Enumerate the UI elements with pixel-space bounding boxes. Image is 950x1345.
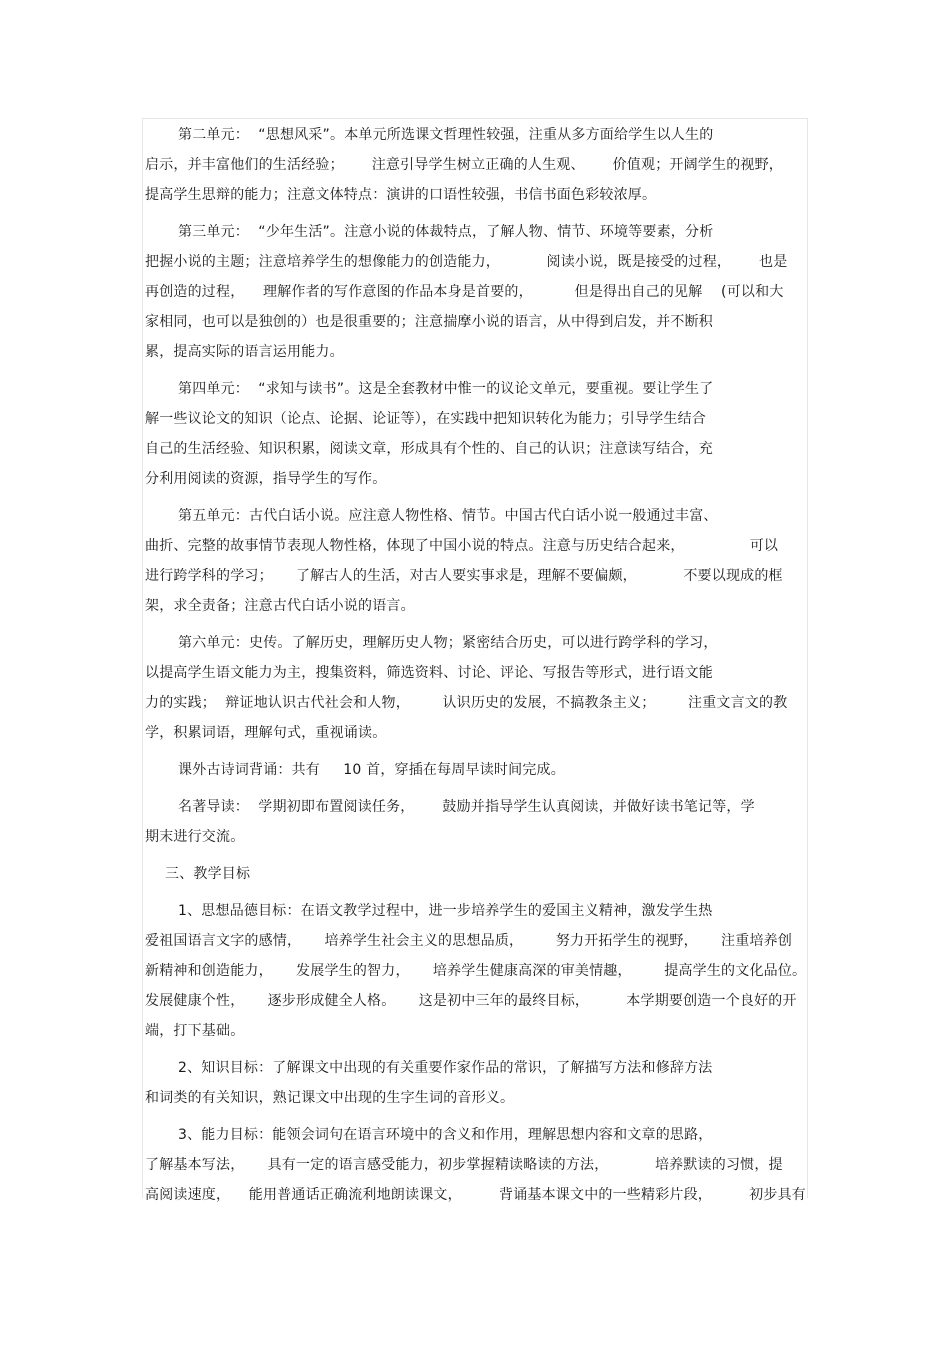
document-body bbox=[145, 120, 805, 1217]
text-line: 自己的生活经验、知识积累，阅读文章，形成具有个性的、自己的认识；注意读写结合，充 bbox=[145, 441, 713, 457]
text-line: 力的实践； 辩证地认识古代社会和人物， 认识历史的发展，不搞教条主义； 注重文言文的教 bbox=[145, 695, 788, 711]
paragraph bbox=[145, 792, 805, 852]
text-line: 高阅读速度， 能用普通话正确流利地朗读课文， 背诵基本课文中的一些精彩片段， 初步具有 bbox=[145, 1187, 807, 1203]
paragraph bbox=[145, 120, 805, 210]
text-line: 曲折、完整的故事情节表现人物性格，体现了中国小说的特点。注意与历史结合起来， 可以 bbox=[145, 538, 779, 554]
text-line: 名著导读： 学期初即布置阅读任务， 鼓励并指导学生认真阅读，并做好读书笔记等，学 bbox=[178, 799, 755, 815]
text-line: 启示，并丰富他们的生活经验； 注意引导学生树立正确的人生观、 价值观；开阔学生的视野， bbox=[145, 157, 783, 173]
text-line: 第四单元： “求知与读书”。这是全套教材中惟一的议论文单元，要重视。要让学生了 bbox=[178, 381, 714, 397]
section-heading bbox=[145, 859, 805, 889]
text-line: 第五单元：古代白话小说。应注意人物性格、情节。中国古代白话小说一般通过丰富、 bbox=[178, 508, 718, 524]
paragraph bbox=[145, 1120, 805, 1210]
text-line: 把握小说的主题；注意培养学生的想像能力的创造能力， 阅读小说，既是接受的过程， 也是 bbox=[145, 254, 788, 270]
paragraph bbox=[145, 755, 805, 785]
text-line: 以提高学生语文能力为主，搜集资料，筛选资料、讨论、评论、写报告等形式，进行语文能 bbox=[145, 665, 713, 681]
text-line: 再创造的过程， 理解作者的写作意图的作品本身是首要的， 但是得出自己的见解 (可以和大 bbox=[145, 284, 784, 300]
text-line: 爱祖国语言文字的感情， 培养学生社会主义的思想品质， 努力开拓学生的视野， 注重培养创 bbox=[145, 933, 793, 949]
text-line: 进行跨学科的学习； 了解古人的生活，对古人要实事求是，理解不要偏颇， 不要以现成的框 bbox=[145, 568, 783, 584]
paragraph bbox=[145, 374, 805, 494]
text-line: 第六单元：史传。了解历史，理解历史人物；紧密结合历史，可以进行跨学科的学习， bbox=[178, 635, 718, 651]
paragraph bbox=[145, 628, 805, 748]
paragraph bbox=[145, 896, 805, 1046]
text-line: 第二单元： “思想风采”。本单元所选课文哲理性较强，注重从多方面给学生以人生的 bbox=[178, 127, 714, 143]
text-line: 端，打下基础。 bbox=[145, 1023, 245, 1039]
text-line: 课外古诗词背诵：共有 10 首，穿插在每周早读时间完成。 bbox=[178, 762, 565, 778]
text-line: 和词类的有关知识，熟记课文中出现的生字生词的音形义。 bbox=[145, 1090, 515, 1106]
text-line: 2、知识目标：了解课文中出现的有关重要作家作品的常识，了解描写方法和修辞方法 bbox=[178, 1060, 713, 1076]
text-line: 期末进行交流。 bbox=[145, 829, 245, 845]
text-line: 架，求全责备；注意古代白话小说的语言。 bbox=[145, 598, 415, 614]
text-line: 学，积累词语，理解句式，重视诵读。 bbox=[145, 725, 387, 741]
paragraph bbox=[145, 217, 805, 367]
text-line: 发展健康个性， 逐步形成健全人格。 这是初中三年的最终目标， 本学期要创造一个良好的开 bbox=[145, 993, 797, 1009]
text-line: 新精神和创造能力， 发展学生的智力， 培养学生健康高深的审美情趣， 提高学生的文化品位。 bbox=[145, 963, 807, 979]
text-line: 分利用阅读的资源，指导学生的写作。 bbox=[145, 471, 387, 487]
text-line: 累，提高实际的语言运用能力。 bbox=[145, 344, 344, 360]
text-line: 1、思想品德目标：在语文教学过程中，进一步培养学生的爱国主义精神，激发学生热 bbox=[178, 903, 713, 919]
text-line: 3、能力目标：能领会词句在语言环境中的含义和作用，理解思想内容和文章的思路， bbox=[178, 1127, 713, 1143]
text-line: 三、教学目标 bbox=[165, 866, 251, 882]
paragraph bbox=[145, 501, 805, 621]
paragraph bbox=[145, 1053, 805, 1113]
text-line: 解一些议论文的知识（论点、论据、论证等），在实践中把知识转化为能力；引导学生结合 bbox=[145, 411, 706, 427]
text-line: 家相同，也可以是独创的）也是很重要的；注意揣摩小说的语言，从中得到启发，并不断积 bbox=[145, 314, 713, 330]
text-line: 了解基本写法， 具有一定的语言感受能力，初步掌握精读略读的方法， 培养默读的习惯，提 bbox=[145, 1157, 783, 1173]
text-line: 第三单元： “少年生活”。注意小说的体裁特点，了解人物、情节、环境等要素，分析 bbox=[178, 224, 714, 240]
text-line: 提高学生思辩的能力；注意文体特点：演讲的口语性较强，书信书面色彩较浓厚。 bbox=[145, 187, 657, 203]
